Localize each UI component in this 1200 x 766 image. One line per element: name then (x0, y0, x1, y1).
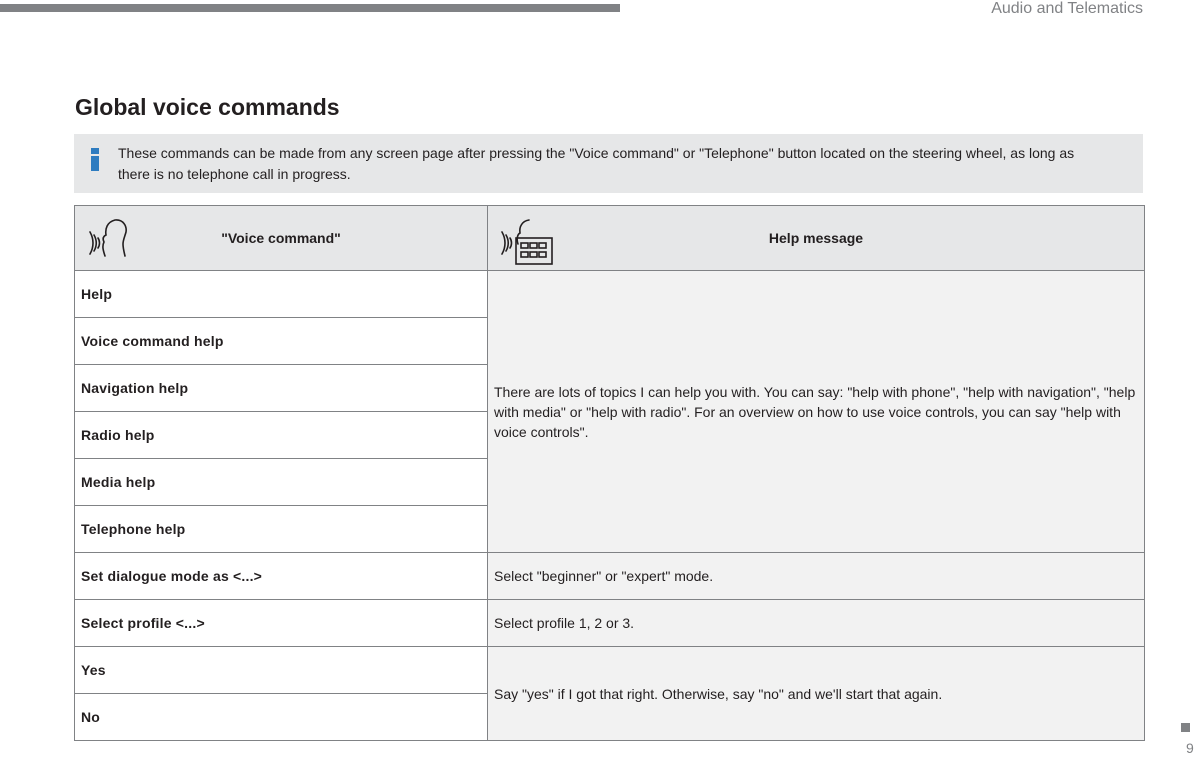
response-dialogue-mode: Select "beginner" or "expert" mode. (488, 553, 1145, 600)
command-navigation-help: Navigation help (75, 365, 488, 412)
header-help-message (488, 206, 1145, 271)
command-no: No (75, 694, 488, 741)
response-help-topics: There are lots of topics I can help you with. You can say: "help with phone", "help with navigation", "help with media" or "help with radio". For an overview on how to use voice controls, you can say "help with voice controls". (488, 271, 1145, 553)
header-voice-command-label: "Voice command" (221, 230, 341, 246)
header-help-message-label: Help message (768, 230, 864, 246)
command-yes: Yes (75, 647, 488, 694)
table-header-row (75, 206, 1145, 271)
info-text: These commands can be made from any screen page after pressing the "Voice command" or "Telephone" button located on the steering wheel, as long as there is no telephone call in progress. (118, 145, 1075, 182)
command-select-profile: Select profile <...> (75, 600, 488, 647)
section-title: Audio and Telematics (991, 0, 1143, 17)
info-box (74, 134, 1143, 193)
voice-speaking-head-icon (83, 216, 129, 260)
table-row (75, 271, 1145, 318)
footer-marker (1181, 723, 1190, 732)
response-profile: Select profile 1, 2 or 3. (488, 600, 1145, 647)
command-radio-help: Radio help (75, 412, 488, 459)
command-media-help: Media help (75, 459, 488, 506)
page-number: 9 (1186, 740, 1194, 756)
command-telephone-help: Telephone help (75, 506, 488, 553)
table-row (75, 600, 1145, 647)
table-row (75, 553, 1145, 600)
voice-commands-table (74, 205, 1145, 741)
page-title: Global voice commands (75, 94, 340, 120)
table-row (75, 647, 1145, 694)
response-yes-no: Say "yes" if I got that right. Otherwise, say "no" and we'll start that again. (488, 647, 1145, 741)
command-help: Help (75, 271, 488, 318)
command-set-dialogue-mode: Set dialogue mode as <...> (75, 553, 488, 600)
command-voice-command-help: Voice command help (75, 318, 488, 365)
header-voice-command (75, 206, 488, 271)
voice-keypad-icon (496, 216, 554, 268)
info-icon (90, 148, 100, 171)
